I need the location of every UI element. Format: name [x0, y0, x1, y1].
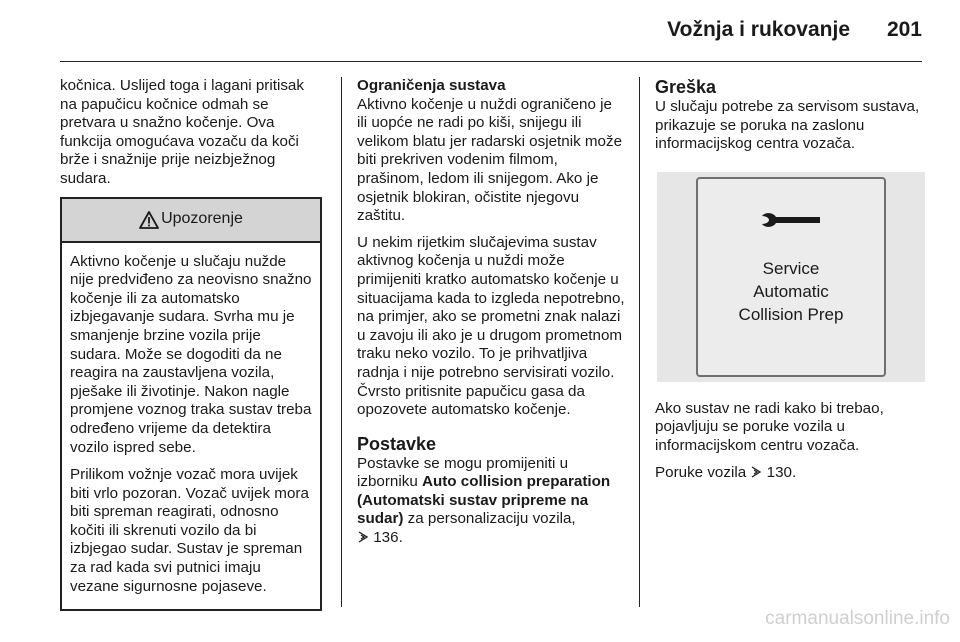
column-left	[60, 77, 322, 611]
warning-header	[62, 199, 320, 243]
limits-heading: Ograničenja sustava	[357, 77, 506, 94]
page-ref-arrow-icon	[357, 531, 369, 543]
settings-text: Postavke se mogu promijeniti u izborniku	[357, 454, 569, 491]
driver-info-display-image	[657, 172, 925, 382]
limits-paragraph: Aktivno kočenje u nuždi ograničeno je ili uopće ne radi po kiši, snijegu ili velikom blatu jer radarski osjetnik može biti prekriven vodenim filmom, prašinom, ledom ili snijegom. Ako je osjetnik blokiran, očistite njegovu zaštitu.	[357, 95, 623, 225]
watermark: carmanualsonline.info	[765, 608, 950, 629]
column-divider	[639, 77, 640, 607]
warning-title: Upozorenje	[161, 210, 243, 228]
service-line: Collision Prep	[738, 304, 844, 324]
fault-paragraph	[655, 464, 925, 483]
settings-paragraph	[357, 455, 625, 548]
service-line: Service	[762, 258, 820, 278]
fault-heading: Greška	[655, 77, 717, 97]
settings-heading: Postavke	[357, 433, 437, 454]
column-middle	[357, 77, 625, 556]
page-title: Vožnja i rukovanje	[667, 18, 850, 41]
fault-paragraph: U slučaju potrebe za servisom sustava, prikazuje se poruka na zaslonu informacijskog centra vozača.	[655, 98, 920, 153]
column-right	[655, 77, 925, 490]
warning-paragraph: Aktivno kočenje u slučaju nužde nije predviđeno za neovisno snažno kočenje ili za automatsko izbjegavanje sudara. Svrha mu je smanjenje brzine vozila prije sudara. Može se dogoditi da ne reagira na zaustavljena vozila, pješake ili životinje. Nakon nagle promjene voznog traka sustav treba određeno vrijeme da detektira vozilo ispred sebe.	[70, 252, 312, 456]
warning-box	[60, 197, 322, 612]
page-reference-link[interactable]: 136.	[373, 529, 403, 547]
fault-paragraph: Ako sustav ne radi kako bi trebao, pojavljuju se poruke vozila u informacijskom centru vozača.	[655, 399, 884, 454]
service-message-screen	[696, 177, 886, 377]
settings-menu-name: Auto collision preparation (Automatski sustav pripreme na sudar)	[357, 473, 611, 528]
page-reference-link[interactable]: 130.	[766, 463, 797, 481]
column-divider	[341, 77, 342, 607]
page-number: 201	[886, 18, 922, 41]
warning-triangle-icon	[139, 211, 159, 229]
fault-text: Poruke vozila	[655, 463, 751, 481]
warning-paragraph: Prilikom vožnje vozač mora uvijek biti vrlo pozoran. Vozač uvijek mora biti spreman reagirati, odnosno kočiti ili skrenuti vozilo da bi izbjegao sudar. Sustav je spreman za rad kada svi putnici imaju vezane sigurnosne pojaseve.	[70, 466, 309, 595]
warning-body	[62, 243, 320, 610]
wrench-icon	[760, 211, 822, 233]
settings-text: za personalizaciju vozila,	[403, 510, 576, 528]
page-ref-arrow-icon	[750, 466, 762, 478]
service-line: Automatic	[753, 281, 829, 301]
intro-paragraph: kočnica. Uslijed toga i lagani pritisak na papučicu kočnice odmah se pretvara u snažno kočenje. Ova funkcija omogućava vozaču da koči brže i snažnije prije neizbježnog sudara.	[60, 77, 304, 187]
header-rule	[60, 61, 922, 62]
limits-paragraph: U nekim rijetkim slučajevima sustav aktivnog kočenja u nuždi može primijeniti kratko automatsko kočenje u situacijama kada to izgleda nepotrebno, na primjer, ako se prometni znak nalazi u zavoju ili ako je u drugom prometnom traku neko vozilo. To je prihvatljiva radnja i nije potrebno servisirati vozilo. Čvrsto pritisnite papučicu gasa da opozovete automatsko kočenje.	[357, 233, 625, 419]
